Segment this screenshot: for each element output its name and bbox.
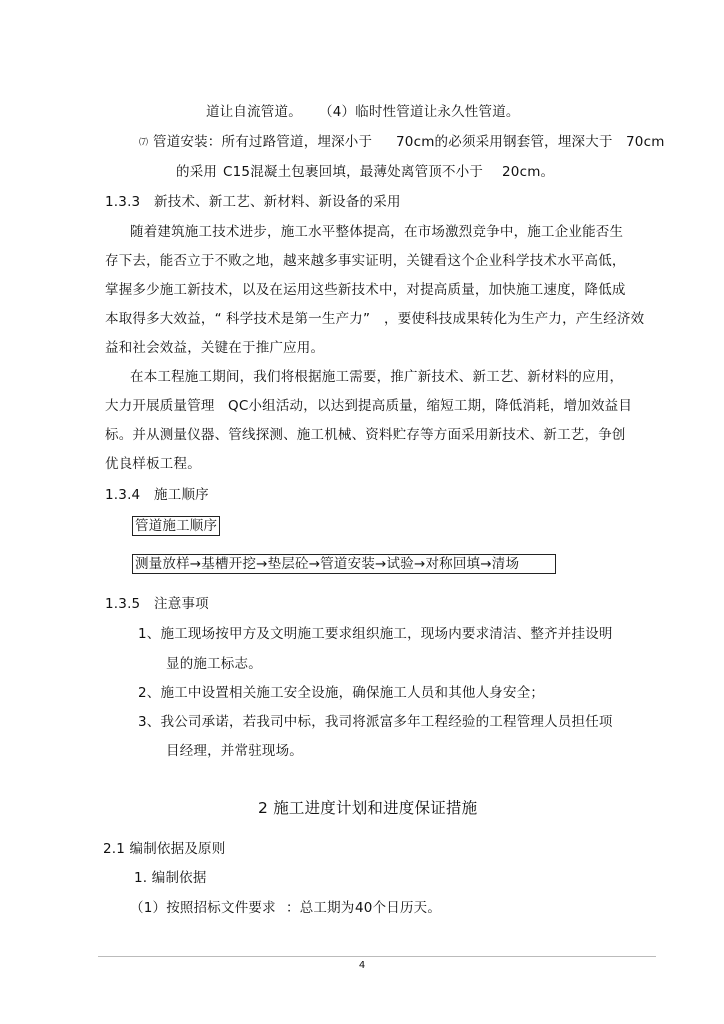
line-l2c: 70cm xyxy=(626,134,665,150)
note-2: 2、施工中设置相关施工安全设施，确保施工人员和其他人身安全； xyxy=(138,685,545,701)
para1-line4b: 科学技术是第一生产力” xyxy=(226,311,371,327)
note-3-line2: 目经理，并常驻现场。 xyxy=(166,743,303,759)
basis-item-1a: （1）按照招标文件要求 xyxy=(130,900,276,916)
subheading-basis: 1. 编制依据 xyxy=(134,870,207,886)
line-l2-marker: ⑺ xyxy=(139,138,149,148)
para2-line2a: 大力开展质量管理 xyxy=(105,398,215,414)
line-l1b: （4）临时性管道让永久性管道。 xyxy=(319,104,520,120)
para2-line1: 在本工程施工期间，我们将根据施工需要，推广新技术、新工艺、新材料的应用， xyxy=(130,369,624,385)
heading-2-1: 2.1 编制依据及原则 xyxy=(103,841,226,857)
footer-rule xyxy=(98,956,656,957)
para1-line2: 存下去，能否立于不败之地，越来越多事实证明，关键看这个企业科学技术水平高低， xyxy=(105,253,626,269)
heading-1-3-4: 1.3.4 施工顺序 xyxy=(105,487,209,503)
line-l3c: 20cm。 xyxy=(502,164,555,180)
para1-line4c: ，要使科技成果转化为生产力，产生经济效 xyxy=(384,311,645,327)
line-l1a: 道让自流管道。 xyxy=(206,104,302,120)
para1-line3: 掌握多少施工新技术，以及在运用这些新技术中，对提高质量，加快施工速度，降低成 xyxy=(105,282,626,298)
page-number: 4 xyxy=(358,960,366,971)
heading-1-3-3: 1.3.3 新技术、新工艺、新材料、新设备的采用 xyxy=(105,194,401,210)
para1-line1: 随着建筑施工技术进步，施工水平整体提高，在市场激烈竞争中，施工企业能否生 xyxy=(130,224,624,240)
line-l3b: C15混凝土包裹回填，最薄处离管顶不小于 xyxy=(223,164,484,180)
heading-1-3-5: 1.3.5 注意事项 xyxy=(105,596,209,612)
note-1-line1: 1、施工现场按甲方及文明施工要求组织施工，现场内要求清洁、整齐并挂设明 xyxy=(138,626,613,642)
sequence-flow-box: 测量放样→基槽开挖→垫层砼→管道安装→试验→对称回填→清场 xyxy=(132,554,556,574)
para2-line2b: QC小组活动，以达到提高质量，缩短工期，降低消耗，增加效益目 xyxy=(228,398,633,414)
sequence-title-box: 管道施工顺序 xyxy=(132,516,220,536)
line-l3a: 的采用 xyxy=(176,164,218,180)
para1-line4a: 本取得多大效益，“ xyxy=(105,311,222,327)
note-1-line2: 显的施工标志。 xyxy=(166,656,262,672)
chapter-title: 2 施工进度计划和进度保证措施 xyxy=(258,799,478,817)
para2-line4: 优良样板工程。 xyxy=(105,456,201,472)
basis-item-1b: ：总工期为 xyxy=(286,900,355,916)
para2-line3: 标。并从测量仪器、管线探测、施工机械、资料贮存等方面采用新技术、新工艺，争创 xyxy=(105,427,626,443)
line-l2a: 管道安装：所有过路管道，埋深小于 xyxy=(153,134,373,150)
para1-line5: 益和社会效益，关键在于推广应用。 xyxy=(105,340,325,356)
note-3-line1: 3、我公司承诺，若我司中标，我司将派富多年工程经验的工程管理人员担任项 xyxy=(138,714,613,730)
basis-item-1c: 40个日历天。 xyxy=(355,900,442,916)
line-l2b: 70cm的必须采用钢套管，埋深大于 xyxy=(396,134,613,150)
